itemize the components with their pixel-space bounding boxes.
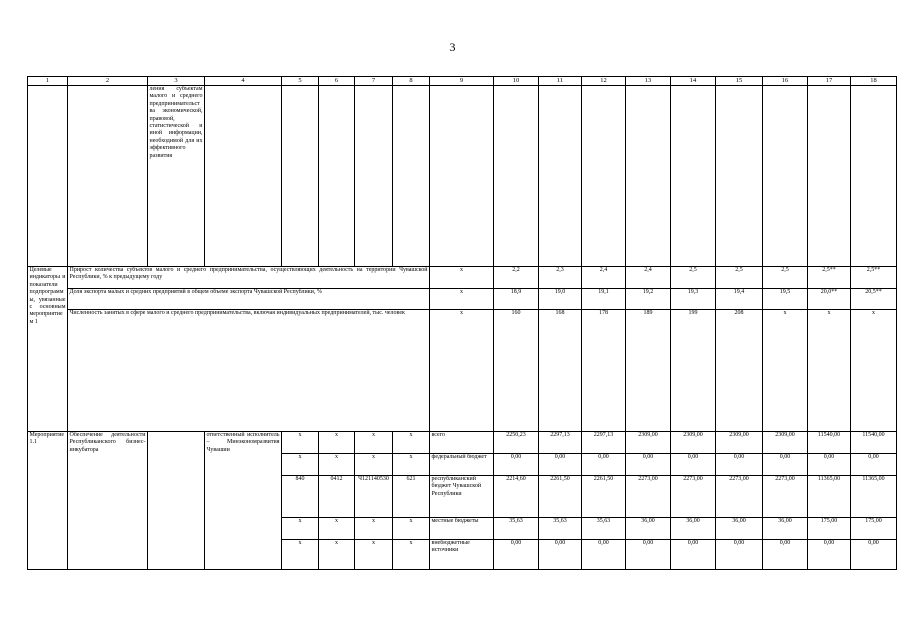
indicator-value: 18,9 bbox=[494, 289, 539, 310]
measure-col3 bbox=[148, 432, 205, 570]
indicator-value: 20,0** bbox=[808, 289, 851, 310]
funding-value: 0,00 bbox=[494, 540, 539, 570]
indicators-label: Целевые индикаторы и показатели подпрограммы, увязанные с основным мероприятием 1 bbox=[28, 267, 68, 432]
indicator-row bbox=[28, 310, 897, 432]
funding-value: 2261,50 bbox=[539, 476, 582, 518]
indicator-value: 2,4 bbox=[626, 267, 671, 289]
indicator-value: 19,3 bbox=[671, 289, 716, 310]
funding-value: 2273,00 bbox=[626, 476, 671, 518]
funding-value: 0,00 bbox=[626, 454, 671, 476]
indicator-value: 2,4 bbox=[582, 267, 626, 289]
indicator-value: 208 bbox=[716, 310, 763, 432]
indicator-value: 19,5 bbox=[763, 289, 808, 310]
funding-value: 35,63 bbox=[582, 518, 626, 540]
measure-c6: x bbox=[319, 540, 355, 570]
measure-c6: x bbox=[319, 518, 355, 540]
header-row bbox=[28, 77, 897, 86]
indicator-value: 19,4 bbox=[716, 289, 763, 310]
header-cell: 9 bbox=[430, 77, 494, 86]
funding-source: внебюджетные источники bbox=[430, 540, 494, 570]
continuation-text: ления субъектам малого и среднего предпринимательства экономической, правовой, статистической и иной информации, необходимой для их эффективного развития bbox=[148, 86, 205, 267]
funding-value: 2273,00 bbox=[671, 476, 716, 518]
indicator-value: 2,2 bbox=[494, 267, 539, 289]
indicator-value: 20,5** bbox=[851, 289, 897, 310]
funding-value: 0,00 bbox=[808, 540, 851, 570]
funding-value: 2261,50 bbox=[582, 476, 626, 518]
continuation-row bbox=[28, 86, 897, 267]
funding-value: 2297,13 bbox=[582, 432, 626, 454]
funding-value: 2250,23 bbox=[494, 432, 539, 454]
funding-value: 175,00 bbox=[808, 518, 851, 540]
funding-value: 36,00 bbox=[671, 518, 716, 540]
funding-value: 35,63 bbox=[494, 518, 539, 540]
indicator-value: 19,0 bbox=[539, 289, 582, 310]
measure-c6: x bbox=[319, 432, 355, 454]
funding-value: 0,00 bbox=[582, 454, 626, 476]
funding-value: 175,00 bbox=[851, 518, 897, 540]
funding-source: местные бюджеты bbox=[430, 518, 494, 540]
funding-value: 35,63 bbox=[539, 518, 582, 540]
funding-source: федеральный бюджет bbox=[430, 454, 494, 476]
funding-value: 0,00 bbox=[671, 540, 716, 570]
funding-value: 0,00 bbox=[626, 540, 671, 570]
header-cell: 15 bbox=[716, 77, 763, 86]
measure-c5: x bbox=[282, 540, 319, 570]
funding-value: 11365,00 bbox=[808, 476, 851, 518]
indicator-value: 19,2 bbox=[626, 289, 671, 310]
funding-value: 0,00 bbox=[851, 540, 897, 570]
funding-value: 0,00 bbox=[763, 540, 808, 570]
header-cell: 3 bbox=[148, 77, 205, 86]
measure-c5: 840 bbox=[282, 476, 319, 518]
measure-c8: x bbox=[393, 454, 430, 476]
funding-value: 36,00 bbox=[626, 518, 671, 540]
indicator-row bbox=[28, 289, 897, 310]
measure-row bbox=[28, 432, 897, 454]
header-cell: 5 bbox=[282, 77, 319, 86]
funding-source: республиканский бюджет Чувашской Республики bbox=[430, 476, 494, 518]
funding-value: 0,00 bbox=[539, 540, 582, 570]
indicator-value: 2,5 bbox=[716, 267, 763, 289]
funding-value: 36,00 bbox=[716, 518, 763, 540]
header-cell: 14 bbox=[671, 77, 716, 86]
funding-value: 11365,00 bbox=[851, 476, 897, 518]
measure-c8: x bbox=[393, 518, 430, 540]
funding-value: 11540,00 bbox=[851, 432, 897, 454]
measure-c7: x bbox=[355, 432, 393, 454]
funding-value: 0,00 bbox=[716, 540, 763, 570]
funding-value: 0,00 bbox=[671, 454, 716, 476]
measure-name: Обеспечение деятельности Республиканского бизнес-инкубатора bbox=[68, 432, 148, 570]
funding-value: 0,00 bbox=[494, 454, 539, 476]
measure-c8: x bbox=[393, 540, 430, 570]
header-cell: 8 bbox=[393, 77, 430, 86]
indicator-text: Численность занятых в сфере малого и среднего предпринимательства, включая индивидуальных предпринимателей, тыс. человек bbox=[68, 310, 430, 432]
indicator-value: 2,5** bbox=[851, 267, 897, 289]
funding-value: 0,00 bbox=[763, 454, 808, 476]
indicator-value: 178 bbox=[582, 310, 626, 432]
program-table bbox=[27, 76, 897, 570]
indicator-value: 19,1 bbox=[582, 289, 626, 310]
indicator-value: 2,5 bbox=[763, 267, 808, 289]
measure-c7: x bbox=[355, 540, 393, 570]
measure-responsible: ответственный исполнитель – Минэкономразвития Чувашии bbox=[205, 432, 282, 570]
header-cell: 13 bbox=[626, 77, 671, 86]
funding-value: 2309,00 bbox=[626, 432, 671, 454]
measure-c8: x bbox=[393, 432, 430, 454]
funding-value: 0,00 bbox=[808, 454, 851, 476]
funding-value: 36,00 bbox=[763, 518, 808, 540]
header-cell: 18 bbox=[851, 77, 897, 86]
indicator-value: x bbox=[808, 310, 851, 432]
page-number: 3 bbox=[449, 40, 456, 54]
measure-c6: 0412 bbox=[319, 476, 355, 518]
indicator-row bbox=[28, 267, 897, 289]
measure-c7: x bbox=[355, 518, 393, 540]
funding-value: 0,00 bbox=[716, 454, 763, 476]
header-cell: 11 bbox=[539, 77, 582, 86]
funding-source: всего bbox=[430, 432, 494, 454]
header-cell: 2 bbox=[68, 77, 148, 86]
header-cell: 17 bbox=[808, 77, 851, 86]
indicator-col9: x bbox=[430, 267, 494, 289]
funding-value: 11540,00 bbox=[808, 432, 851, 454]
header-cell: 16 bbox=[763, 77, 808, 86]
header-cell: 4 bbox=[205, 77, 282, 86]
funding-value: 2273,00 bbox=[716, 476, 763, 518]
indicator-value: 199 bbox=[671, 310, 716, 432]
indicator-value: x bbox=[763, 310, 808, 432]
header-cell: 7 bbox=[355, 77, 393, 86]
funding-value: 2309,00 bbox=[716, 432, 763, 454]
funding-value: 2297,13 bbox=[539, 432, 582, 454]
indicator-col9: x bbox=[430, 310, 494, 432]
funding-value: 0,00 bbox=[851, 454, 897, 476]
indicator-text: Прирост количества субъектов малого и среднего предпринимательства, осуществляющих деятельность на территории Чувашской Республики, % к предыдущему году bbox=[68, 267, 430, 289]
measure-c7: Ч121140530 bbox=[355, 476, 393, 518]
indicator-value: 189 bbox=[626, 310, 671, 432]
funding-value: 0,00 bbox=[582, 540, 626, 570]
indicator-value: 160 bbox=[494, 310, 539, 432]
indicator-text: Доля экспорта малых и средних предприятий в общем объеме экспорта Чувашской Республики, % bbox=[68, 289, 430, 310]
funding-value: 2273,00 bbox=[763, 476, 808, 518]
indicator-col9: x bbox=[430, 289, 494, 310]
header-cell: 6 bbox=[319, 77, 355, 86]
header-cell: 10 bbox=[494, 77, 539, 86]
funding-value: 2309,00 bbox=[763, 432, 808, 454]
measure-c6: x bbox=[319, 454, 355, 476]
indicator-value: 2,3 bbox=[539, 267, 582, 289]
funding-value: 0,00 bbox=[539, 454, 582, 476]
measure-c5: x bbox=[282, 518, 319, 540]
indicator-value: 2,5** bbox=[808, 267, 851, 289]
header-cell: 1 bbox=[28, 77, 68, 86]
funding-value: 2309,00 bbox=[671, 432, 716, 454]
funding-value: 2214,60 bbox=[494, 476, 539, 518]
indicator-value: 2,5 bbox=[671, 267, 716, 289]
indicator-value: x bbox=[851, 310, 897, 432]
indicator-value: 168 bbox=[539, 310, 582, 432]
measure-c7: x bbox=[355, 454, 393, 476]
measure-c5: x bbox=[282, 454, 319, 476]
measure-label: Мероприятие 1.1 bbox=[28, 432, 68, 570]
measure-c8: 621 bbox=[393, 476, 430, 518]
measure-c5: x bbox=[282, 432, 319, 454]
header-cell: 12 bbox=[582, 77, 626, 86]
